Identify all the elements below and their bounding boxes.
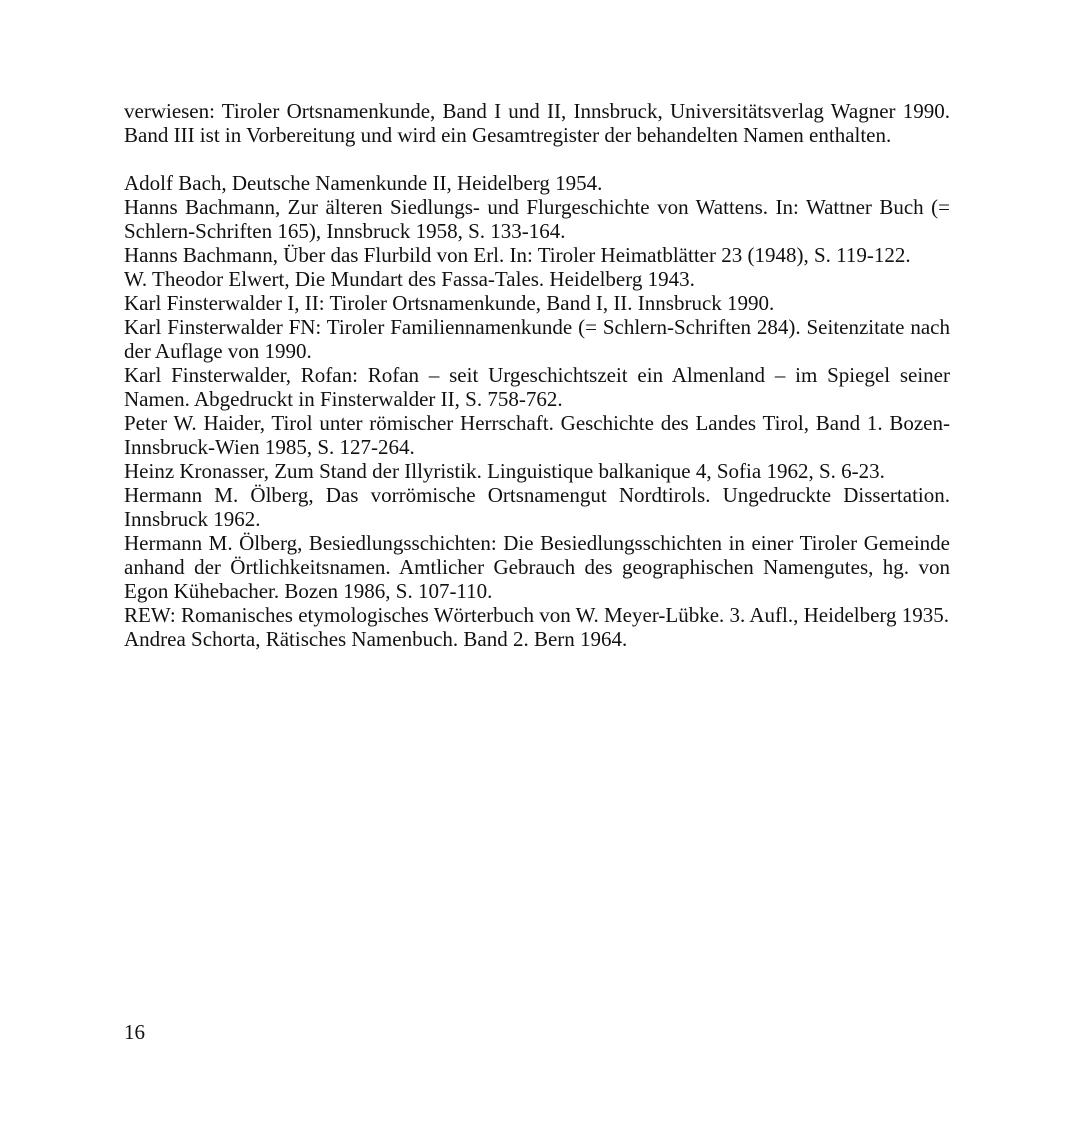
page-number: 16 xyxy=(124,1020,145,1044)
reference-item: REW: Romanisches etymologisches Wörterbuch von W. Meyer-Lübke. 3. Aufl., Heidelberg 1935. xyxy=(124,603,950,627)
reference-item: Andrea Schorta, Rätisches Namenbuch. Band 2. Bern 1964. xyxy=(124,627,628,651)
reference-item: Karl Finsterwalder, Rofan: Rofan – seit Urgeschichtszeit ein Almenland – im Spiegel seiner Namen. Abgedruckt in Finsterwalder II, S. 758-762. xyxy=(124,363,950,411)
reference-item: W. Theodor Elwert, Die Mundart des Fassa-Tales. Heidelberg 1943. xyxy=(124,267,695,291)
intro-paragraph: verwiesen: Tiroler Ortsnamenkunde, Band I und II, Innsbruck, Universitätsverlag Wagner 1990. Band III ist in Vorbereitung und wird ein Gesamtregister der behandelten Namen enthalten. xyxy=(124,99,950,147)
reference-item: Hermann M. Ölberg, Das vorrömische Ortsnamengut Nordtirols. Ungedruckte Dissertation. Innsbruck 1962. xyxy=(124,483,950,531)
bibliography-text xyxy=(124,99,950,651)
reference-item: Heinz Kronasser, Zum Stand der Illyristik. Linguistique balkanique 4, Sofia 1962, S. 6-23. xyxy=(124,459,885,483)
reference-item: Karl Finsterwalder FN: Tiroler Familiennamenkunde (= Schlern-Schriften 284). Seitenzitate nach der Auflage von 1990. xyxy=(124,315,950,363)
reference-list xyxy=(124,171,950,651)
reference-item: Peter W. Haider, Tirol unter römischer Herrschaft. Geschichte des Landes Tirol, Band 1. Bozen-Innsbruck-Wien 1985, S. 127-264. xyxy=(124,411,950,459)
reference-item: Hanns Bachmann, Zur älteren Siedlungs- und Flurgeschichte von Wattens. In: Wattner Buch (= Schlern-Schriften 165), Innsbruck 1958, S. 133-164. xyxy=(124,195,950,243)
reference-item: Hanns Bachmann, Über das Flurbild von Erl. In: Tiroler Heimatblätter 23 (1948), S. 119-122. xyxy=(124,243,911,267)
reference-item: Adolf Bach, Deutsche Namenkunde II, Heidelberg 1954. xyxy=(124,171,603,195)
reference-item: Karl Finsterwalder I, II: Tiroler Ortsnamenkunde, Band I, II. Innsbruck 1990. xyxy=(124,291,775,315)
reference-item: Hermann M. Ölberg, Besiedlungsschichten: Die Besiedlungsschichten in einer Tiroler Gemeinde anhand der Örtlichkeitsnamen. Amtlicher Gebrauch des geographischen Namengutes, hg. von Egon Kühebacher. Bozen 1986, S. 107-110. xyxy=(124,531,950,603)
